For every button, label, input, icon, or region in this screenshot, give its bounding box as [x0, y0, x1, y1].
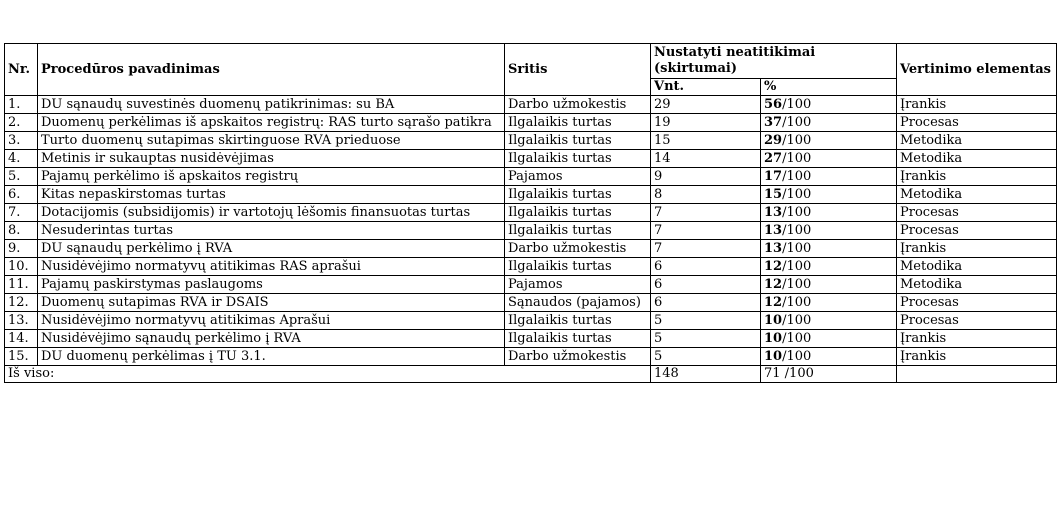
row-procedure-name: Metinis ir sukauptas nusidėvėjimas: [38, 150, 505, 168]
row-evaluation-element: Metodika: [897, 258, 1057, 276]
row-nr: 1.: [5, 96, 38, 114]
row-percent-value: 10: [764, 312, 783, 328]
row-count: 5: [651, 348, 761, 366]
row-nr: 6.: [5, 186, 38, 204]
row-procedure-name: Nesuderintas turtas: [38, 222, 505, 240]
row-nr: 11.: [5, 276, 38, 294]
row-area: Pajamos: [505, 168, 651, 186]
table-row: [5, 168, 1057, 186]
table-row: [5, 294, 1057, 312]
row-evaluation-element: Procesas: [897, 222, 1057, 240]
row-area: Ilgalaikis turtas: [505, 186, 651, 204]
table-row: [5, 276, 1057, 294]
row-evaluation-element: Įrankis: [897, 168, 1057, 186]
row-percent-suffix: /100: [782, 96, 812, 112]
row-nr: 14.: [5, 330, 38, 348]
row-count: 14: [651, 150, 761, 168]
row-percent: [761, 312, 897, 330]
row-procedure-name: Turto duomenų sutapimas skirtinguose RVA prieduose: [38, 132, 505, 150]
row-percent-value: 27: [764, 150, 783, 166]
row-percent-value: 13: [764, 240, 783, 256]
row-procedure-name: DU duomenų perkėlimas į TU 3.1.: [38, 348, 505, 366]
row-count: 7: [651, 222, 761, 240]
row-percent: [761, 330, 897, 348]
row-count: 5: [651, 330, 761, 348]
row-percent: [761, 132, 897, 150]
row-procedure-name: Nusidėvėjimo sąnaudų perkėlimo į RVA: [38, 330, 505, 348]
row-nr: 8.: [5, 222, 38, 240]
row-count: 6: [651, 258, 761, 276]
row-percent: [761, 168, 897, 186]
row-percent-suffix: /100: [782, 168, 812, 184]
row-procedure-name: Duomenų sutapimas RVA ir DSAIS: [38, 294, 505, 312]
row-area: Ilgalaikis turtas: [505, 258, 651, 276]
row-evaluation-element: Įrankis: [897, 96, 1057, 114]
row-evaluation-element: Procesas: [897, 114, 1057, 132]
row-percent-value: 17: [764, 168, 783, 184]
row-area: Ilgalaikis turtas: [505, 312, 651, 330]
row-area: Ilgalaikis turtas: [505, 114, 651, 132]
row-percent-suffix: /100: [782, 222, 812, 238]
header-procedure-name: Procedūros pavadinimas: [38, 44, 505, 96]
table-row: [5, 96, 1057, 114]
row-procedure-name: Nusidėvėjimo normatyvų atitikimas RAS aprašui: [38, 258, 505, 276]
row-procedure-name: DU sąnaudų suvestinės duomenų patikrinimas: su BA: [38, 96, 505, 114]
table-body: [5, 96, 1057, 366]
table-row: [5, 312, 1057, 330]
row-count: 7: [651, 204, 761, 222]
row-percent-value: 13: [764, 222, 783, 238]
row-percent-suffix: /100: [782, 258, 812, 274]
row-percent-value: 56: [764, 96, 783, 112]
row-percent: [761, 96, 897, 114]
row-evaluation-element: Įrankis: [897, 240, 1057, 258]
row-percent: [761, 222, 897, 240]
table-row: [5, 132, 1057, 150]
row-count: 7: [651, 240, 761, 258]
row-nr: 5.: [5, 168, 38, 186]
row-percent-suffix: /100: [782, 294, 812, 310]
row-percent-suffix: /100: [782, 150, 812, 166]
row-area: Darbo užmokestis: [505, 96, 651, 114]
table-row: [5, 330, 1057, 348]
header-findings: [651, 44, 897, 79]
table-row: [5, 204, 1057, 222]
procedures-table: [4, 43, 1057, 383]
row-percent: [761, 114, 897, 132]
row-area: Pajamos: [505, 276, 651, 294]
row-area: Ilgalaikis turtas: [505, 330, 651, 348]
row-percent: [761, 150, 897, 168]
row-procedure-name: Nusidėvėjimo normatyvų atitikimas Aprašui: [38, 312, 505, 330]
row-procedure-name: Pajamų perkėlimo iš apskaitos registrų: [38, 168, 505, 186]
row-percent: [761, 240, 897, 258]
row-count: 9: [651, 168, 761, 186]
header-findings-line1: Nustatyti neatitikimai: [654, 45, 816, 60]
row-percent: [761, 186, 897, 204]
row-percent-suffix: /100: [782, 114, 812, 130]
header-count: Vnt.: [651, 79, 761, 96]
row-nr: 9.: [5, 240, 38, 258]
row-percent-value: 15: [764, 186, 783, 202]
row-evaluation-element: Metodika: [897, 276, 1057, 294]
row-nr: 2.: [5, 114, 38, 132]
row-percent: [761, 204, 897, 222]
row-procedure-name: Kitas nepaskirstomas turtas: [38, 186, 505, 204]
row-percent-suffix: /100: [782, 132, 812, 148]
row-count: 29: [651, 96, 761, 114]
row-percent-suffix: /100: [782, 312, 812, 328]
row-percent-suffix: /100: [782, 330, 812, 346]
header-percent: %: [761, 79, 897, 96]
row-count: 6: [651, 294, 761, 312]
row-percent-suffix: /100: [782, 240, 812, 256]
header-area: Sritis: [505, 44, 651, 96]
row-evaluation-element: Procesas: [897, 312, 1057, 330]
total-percent: 71 /100: [761, 366, 897, 383]
row-evaluation-element: Metodika: [897, 150, 1057, 168]
row-percent-value: 10: [764, 330, 783, 346]
row-percent-suffix: /100: [782, 348, 812, 364]
row-count: 8: [651, 186, 761, 204]
header-evaluation-element: Vertinimo elementas: [897, 44, 1057, 96]
row-count: 5: [651, 312, 761, 330]
total-count: 148: [651, 366, 761, 383]
row-count: 15: [651, 132, 761, 150]
row-evaluation-element: Metodika: [897, 186, 1057, 204]
row-percent-value: 29: [764, 132, 783, 148]
total-element-empty: [897, 366, 1057, 383]
header-nr: Nr.: [5, 44, 38, 96]
row-area: Darbo užmokestis: [505, 240, 651, 258]
header-findings-line2: (skirtumai): [654, 61, 737, 76]
row-percent: [761, 258, 897, 276]
row-count: 19: [651, 114, 761, 132]
row-percent-suffix: /100: [782, 276, 812, 292]
row-evaluation-element: Metodika: [897, 132, 1057, 150]
row-nr: 7.: [5, 204, 38, 222]
row-procedure-name: Duomenų perkėlimas iš apskaitos registrų: RAS turto sąrašo patikra: [38, 114, 505, 132]
row-evaluation-element: Įrankis: [897, 348, 1057, 366]
row-percent-value: 13: [764, 204, 783, 220]
row-nr: 3.: [5, 132, 38, 150]
table-row: [5, 258, 1057, 276]
row-area: Sąnaudos (pajamos): [505, 294, 651, 312]
row-area: Ilgalaikis turtas: [505, 222, 651, 240]
row-nr: 13.: [5, 312, 38, 330]
row-area: Ilgalaikis turtas: [505, 132, 651, 150]
row-count: 6: [651, 276, 761, 294]
row-procedure-name: Pajamų paskirstymas paslaugoms: [38, 276, 505, 294]
row-nr: 4.: [5, 150, 38, 168]
table-row: [5, 114, 1057, 132]
row-percent-value: 10: [764, 348, 783, 364]
row-area: Darbo užmokestis: [505, 348, 651, 366]
row-procedure-name: Dotacijomis (subsidijomis) ir vartotojų lėšomis finansuotas turtas: [38, 204, 505, 222]
table-row: [5, 150, 1057, 168]
table-row: [5, 222, 1057, 240]
header-row: [5, 44, 1057, 79]
row-percent: [761, 276, 897, 294]
row-percent-value: 12: [764, 258, 783, 274]
row-area: Ilgalaikis turtas: [505, 204, 651, 222]
total-row: [5, 366, 1057, 383]
row-procedure-name: DU sąnaudų perkėlimo į RVA: [38, 240, 505, 258]
total-label: Iš viso:: [5, 366, 651, 383]
row-percent-suffix: /100: [782, 204, 812, 220]
row-nr: 10.: [5, 258, 38, 276]
table-row: [5, 240, 1057, 258]
row-evaluation-element: Procesas: [897, 294, 1057, 312]
row-nr: 15.: [5, 348, 38, 366]
table-row: [5, 348, 1057, 366]
row-percent-value: 12: [764, 276, 783, 292]
row-percent-value: 12: [764, 294, 783, 310]
row-percent: [761, 348, 897, 366]
row-evaluation-element: Procesas: [897, 204, 1057, 222]
row-nr: 12.: [5, 294, 38, 312]
row-evaluation-element: Įrankis: [897, 330, 1057, 348]
row-percent-suffix: /100: [782, 186, 812, 202]
row-percent: [761, 294, 897, 312]
table-row: [5, 186, 1057, 204]
row-percent-value: 37: [764, 114, 783, 130]
row-area: Ilgalaikis turtas: [505, 150, 651, 168]
